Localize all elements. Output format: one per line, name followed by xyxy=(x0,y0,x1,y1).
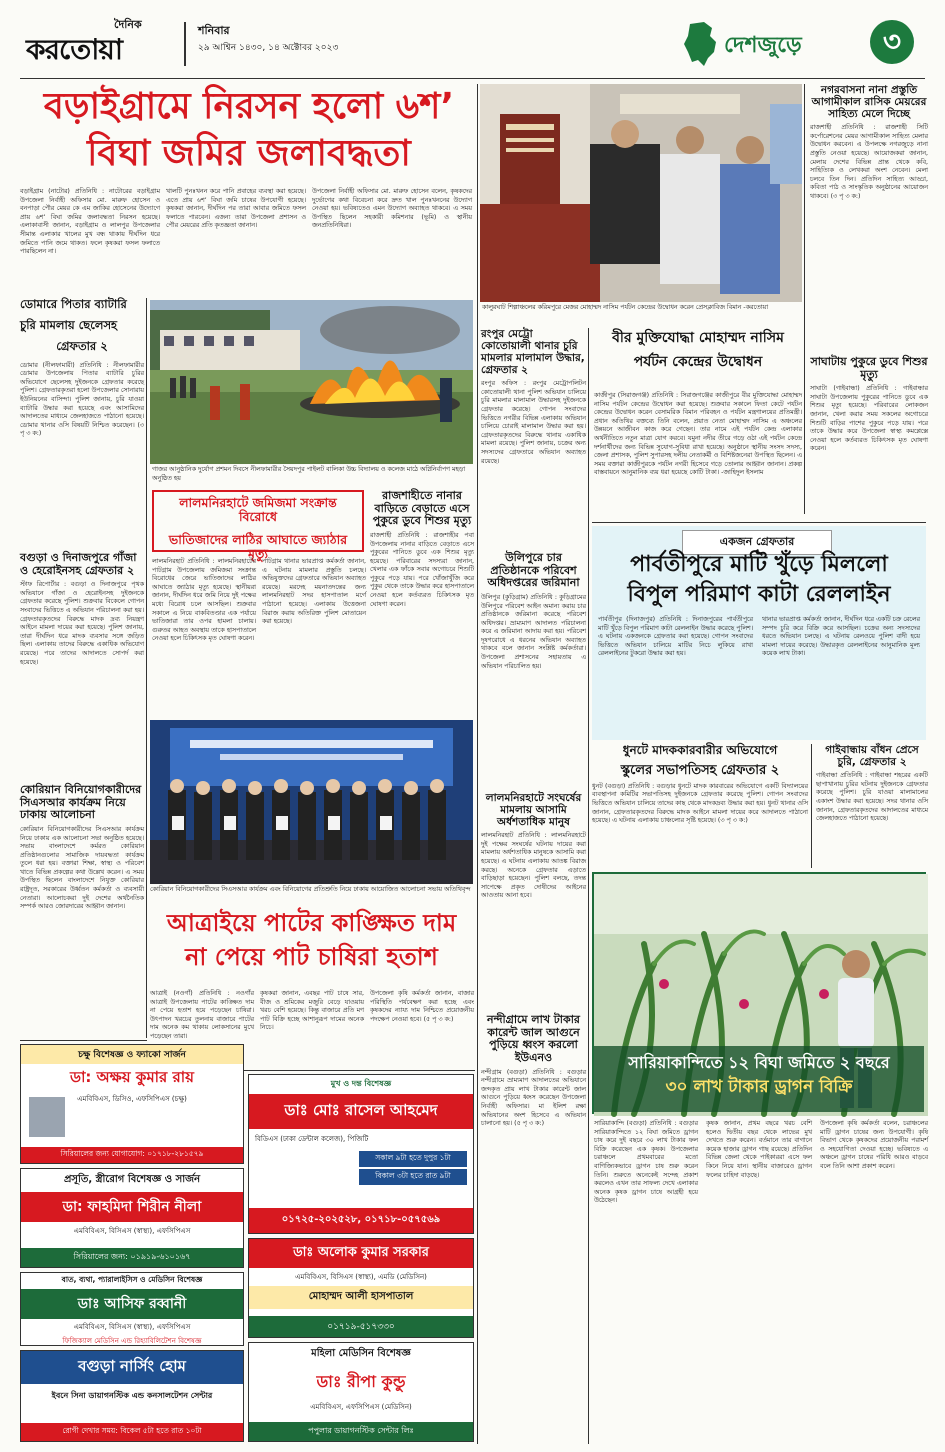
rashik-head: নগরবাসনা নানা প্রস্তুতি আগামীকাল রাসিক মেয়রের সাহিত্য মেলে দিচ্ছে xyxy=(811,84,927,121)
masthead-date: ২৯ আশ্বিন ১৪৩০, ১৪ অক্টোবর ২০২৩ xyxy=(198,43,339,53)
parbatipur-col1: পার্বতীপুর (দিনাজপুর) প্রতিনিধি : দিনাজপুরের পার্বতীপুরে মাটি খুঁড়ে বিপুল পরিমাণ কাটা রেললাইন উদ্ধার করেছে পুলিশ। এ ঘটনায় একজনকে গ্রেফতার করা হয়েছে। গোপন সংবাদের ভিত্তিতে অভিযান চালিয়ে মাটির নিচে লুকিয়ে রাখা রেললাইনের টুকরো উদ্ধার করা হয়। xyxy=(598,616,753,658)
ulipur-story xyxy=(481,552,586,788)
korea-story xyxy=(20,784,144,1038)
atrai-headline xyxy=(150,910,473,984)
masthead-divider xyxy=(184,22,186,66)
lead-headline-line1: বড়াইগ্রামে নিরসন হলো ৬শ’ xyxy=(43,86,455,127)
ad-eye-doctor: ডা: অক্ষয় কুমার রায় xyxy=(70,1068,194,1086)
col-rule-2 xyxy=(477,84,478,1444)
col-rule-5 xyxy=(811,744,812,868)
ad-medicine-doctor: ডাঃ আসিফ রব্বানী xyxy=(21,1289,243,1319)
lalmonirhat-land-head1: লালমনিরহাটে জমিজমা সংক্রান্ত বিরোধে xyxy=(179,495,337,525)
saghata-head: সাঘাটায় পুকুরে ডুবে শিশুর মৃত্যু xyxy=(810,355,928,381)
dragon-col2: কৃষক জানান, প্রথম বছরে খরচ বেশি হলেও দ্বিতীয় বছর থেকে লাভের মুখ দেখতে শুরু করেন। বর্তমানে তার বাগানে কয়েক হাজার ড্রাগন গাছ রয়েছে। প্রতিদিন বিভিন্ন জেলা থেকে পাইকাররা এসে ফল কিনে নিয়ে যান। স্থানীয় বাজারেও ড্রাগন ফলের চাহিদা বাড়ছে। xyxy=(706,1120,812,1179)
dhomar-body: ডোমার (নীলফামারী) প্রতিনিধি : নীলফামারীর ডোমার উপজেলায় পিতার ব্যাটারি চুরির অভিযোগে ছেলেসহ দুইজনকে গ্রেফতার করেছে পুলিশ। গ্রেফতারকৃতরা হলো উপজেলার সোনারায় ইউনিয়নের বাসিন্দা। পুলিশ জানায়, চুরি যাওয়া ব্যাটারি উদ্ধার করা হয়েছে এবং আসামিদের আদালতের মাধ্যমে জেলহাজতে পাঠানো হয়েছে। ডোমার থানার ওসি বিষয়টি নিশ্চিত করেছেন। (৩ পৃ ৩ ক:) xyxy=(20,361,144,438)
ad-dentist-time1: সকাল ৯টা হতে দুপুর ১টা xyxy=(359,1151,467,1167)
ad-medicine2-hospital: মোহাম্মদ আলী হাসপাতাল xyxy=(249,1286,473,1309)
ad-medicine-contact: ফিজিক্যাল মেডিসিন এন্ড রিহ্যাবিলিটেশন বিশেষজ্ঞ xyxy=(62,1337,202,1345)
korea-head: কোরিয়ান বিনিয়োগকারীদের সিএসআর কার্যক্রম নিয়ে ঢাকায় আলোচনা xyxy=(20,783,142,822)
ads-top-rule xyxy=(20,1040,147,1041)
lalmonirhat-land-headline-box xyxy=(152,490,364,562)
dhomar-story xyxy=(20,298,144,548)
ad-female-medicine xyxy=(248,1342,474,1442)
nandigram-body: নন্দীগ্রাম (বগুড়া) প্রতিনিধি : বগুড়ার নন্দীগ্রামে ভ্রাম্যমাণ আদালতের অভিযানে জব্দকৃত প্রায় লাখ টাকার কারেন্ট জাল আগুনে পুড়িয়ে ধ্বংস করেছেন উপজেলা নির্বাহী অফিসার। মা ইলিশ রক্ষা অভিযানের অংশ হিসেবে এ অভিযান চালানো হয়। (৫ পৃ ৩ ক:) xyxy=(481,1068,586,1128)
atrai-head2: না পেয়ে পাট চাষিরা হতাশ xyxy=(185,942,438,971)
col-rule-1 xyxy=(146,298,147,1038)
masthead xyxy=(0,0,945,80)
parbatipur-col2: থানার ভারপ্রাপ্ত কর্মকর্তা জানান, দীর্ঘদিন ধরে একটি চক্র রেলের সম্পদ চুরি করে বিক্রি করে আসছিল। চক্রের অন্য সদস্যদের ধরতে অভিযান চলছে। এ ঘটনায় রেলওয়ে পুলিশ বাদী হয়ে মামলা দায়ের করেছে। উদ্ধারকৃত রেললাইনের আনুমানিক মূল্য কয়েক লাখ টাকা। xyxy=(762,616,920,658)
dhomar-head3: গ্রেফতার ২ xyxy=(56,339,108,354)
ad-female-doctor: ডাঃ রীপা কুন্ডু xyxy=(316,1372,406,1391)
gaibandha-body: গাইবান্ধা প্রতিনিধি : গাইবান্ধা শহরের একটি ছাপাখানায় চুরির ঘটনায় দুইজনকে গ্রেফতার করেছে পুলিশ। চুরি যাওয়া মালামালের একাংশ উদ্ধার করা হয়েছে। সদর থানার ওসি জানান, গ্রেফতারকৃতদের আদালতের মাধ্যমে জেলহাজতে পাঠানো হয়েছে। xyxy=(816,772,928,823)
korea-body: কোরিয়ান বিনিয়োগকারীদের সিএসআর কার্যক্রম নিয়ে ঢাকায় এক আলোচনা সভা অনুষ্ঠিত হয়েছে। সভায় বাংলাদেশে কর্মরত কোরিয়ান প্রতিষ্ঠানগুলোর সামাজিক দায়বদ্ধতা কার্যক্রম তুলে ধরা হয়। বক্তারা শিক্ষা, স্বাস্থ্য ও পরিবেশ খাতে বিভিন্ন প্রকল্পের কথা উল্লেখ করেন। এ সময় উপস্থিত ছিলেন বাংলাদেশে নিযুক্ত কোরিয়ার রাষ্ট্রদূত, সরকারের উর্ধ্বতন কর্মকর্তা ও ব্যবসায়ী নেতারা। আলোচকরা দুই দেশের অর্থনৈতিক সম্পর্ক আরও জোরদারের আহ্বান জানান। xyxy=(20,825,144,911)
nasim-head2: পর্যটন কেন্দ্রের উদ্বোধন xyxy=(633,354,763,371)
dhunot-body: ধুনট (বগুড়া) প্রতিনিধি : বগুড়ার ধুনটে মাদক কারবারের অভিযোগে একটি বিদ্যালয়ের ব্যবস্থাপনা কমিটির সভাপতিসহ দুইজনকে গ্রেফতার করেছে পুলিশ। গোপন সংবাদের ভিত্তিতে অভিযান চালিয়ে তাদের কাছ থেকে মাদকদ্রব্য উদ্ধার করা হয়। ধুনট থানার ওসি জানান, গ্রেফতারকৃতদের বিরুদ্ধে মাদক আইনে মামলা দায়ের করে আদালতে পাঠানো হয়েছে। এ ঘটনায় এলাকায় চাঞ্চল্যের সৃষ্টি হয়েছে। (৩ পৃ ৩ ক:) xyxy=(592,782,808,825)
ad-dentist-phone: ০১৭২৫-২০২৫২৮, ০১৭১৮-০৫৭৫৬৯ xyxy=(249,1208,473,1233)
ad-medicine-detail: এমবিবিএস, বিসিএস (স্বাস্থ্য), এফসিপিএস xyxy=(73,1323,191,1331)
rangpur-head: রংপুর মেট্রো কোতোয়ালী থানার চুরি মামলার মালামাল উদ্ধার, গ্রেফতার ২ xyxy=(481,328,585,377)
bogura-body: স্টাফ রিপোর্টার : বগুড়া ও দিনাজপুরে পৃথক অভিযানে গাঁজা ও হেরোইনসহ দুইজনকে গ্রেফতার করেছে পুলিশ। শুক্রবার বিকেলে গোপন সংবাদের ভিত্তিতে এ অভিযান পরিচালনা করা হয়। গ্রেফতারকৃতদের বিরুদ্ধে মাদক দ্রব্য নিয়ন্ত্রণ আইনে মামলা দায়ের করা হয়েছে। পুলিশ জানায়, তারা দীর্ঘদিন ধরে মাদক ব্যবসার সঙ্গে জড়িত ছিল। এলাকায় তাদের বিরুদ্ধে একাধিক অভিযোগ রয়েছে। পরে তাদের আদালতে সোপর্দ করা হয়েছে। xyxy=(20,581,144,666)
ad-medicine2-doctor: ডাঃ অলোক কুমার সরকার xyxy=(249,1239,473,1268)
dragon-banner xyxy=(594,1046,924,1112)
ad-dentist-title: মুখ ও দন্ত বিশেষজ্ঞ xyxy=(330,1079,392,1088)
ad-medicine-title: বাত, ব্যথা, প্যারালাইসিস ও মেডিসিন বিশেষজ্ঞ xyxy=(61,1275,203,1284)
dragon-col1: সারিয়াকান্দি (বগুড়া) প্রতিনিধি : বগুড়ার সারিয়াকান্দিতে ১২ বিঘা জমিতে ড্রাগন চাষ করে দুই বছরে ৩০ লাখ টাকার ফল বিক্রি করেছেন এক কৃষক। উপজেলার চরাঞ্চলে প্রথমবারের মতো বাণিজ্যিকভাবে ড্রাগন চাষ শুরু করেন তিনি। শুরুতে অনেকেই সন্দেহ প্রকাশ করলেও এখন তার সাফল্য দেখে এলাকার অনেক কৃষক ড্রাগন চাষে আগ্রহী হয়ে উঠেছেন। xyxy=(594,1120,698,1205)
ad-nursing-line2: ইবনে সিনা ডায়াগনস্টিক এন্ড কনসালটেশন সেন্টার xyxy=(51,1391,213,1400)
korea-event-image xyxy=(150,720,473,884)
ad-dentist-detail: বিডিএস (ঢাকা ডেন্টাল কলেজ), পিজিটি xyxy=(255,1135,369,1143)
lead-body-col3: উপজেলা নির্বাহী অফিসার মো. মারুফ হোসেন বলেন, কৃষকদের দুর্ভোগের কথা বিবেচনা করে দ্রুত খাল পুনঃখননের উদ্যোগ নেওয়া হয়। ভবিষ্যতেও এমন উদ্যোগ অব্যাহত থাকবে। এ সময় উপস্থিত ছিলেন সহকারী কমিশনার (ভূমি) ও স্থানীয় জনপ্রতিনিধিরা। xyxy=(312,188,472,230)
ad-female-contact: পপুলার ডায়াগনস্টিক সেন্টার লিঃ xyxy=(249,1422,473,1441)
masthead-day: শনিবার xyxy=(198,24,230,37)
ad-medicine2-detail: এমবিবিএস, বিসিএস (স্বাস্থ্য), এমডি (মেডিসিন) xyxy=(295,1273,427,1281)
dragon-fruit-photo xyxy=(592,872,926,1114)
dhunot-head2: স্কুলের সভাপতিসহ গ্রেফতার ২ xyxy=(620,762,780,778)
section-badge xyxy=(684,18,922,70)
parbatipur-story-box xyxy=(592,526,926,740)
ad-dentist-time2: বিকাল ৩টা হতে রাত ৯টা xyxy=(359,1169,467,1185)
fire-drill-photo xyxy=(150,300,473,464)
rashik-body: রাজশাহী প্রতিনিধি : রাজশাহী সিটি কর্পোরেশনের মেয়র আগামীকাল সাহিত্য মেলার উদ্বোধন করবেন। এ উপলক্ষে নগরজুড়ে নানা প্রস্তুতি নেওয়া হয়েছে। আয়োজকরা জানান, মেলায় দেশের বিভিন্ন প্রান্ত থেকে কবি, সাহিত্যিক ও লেখকরা অংশ নেবেন। মেলা চলবে তিন দিন। প্রতিদিন সাহিত্য আড্ডা, কবিতা পাঠ ও সাংস্কৃতিক অনুষ্ঠানের আয়োজন থাকবে। (৩ পৃ ৩ ক:) xyxy=(810,124,928,200)
ad-eye-title: চক্ষু বিশেষজ্ঞ ও ফ্যাকো সার্জন xyxy=(21,1045,243,1064)
ad-nursing-contact: রোগী দেখার সময়: বিকেল ৫টা হতে রাত ১০টা xyxy=(21,1423,243,1441)
rajshahi-head: রাজশাহীতে নানার বাড়িতে বেড়াতে এসে পুকুরে ডুবে শিশুর মৃত্যু xyxy=(372,489,472,528)
logo-main-text: করতোয়া xyxy=(26,33,122,66)
ad-gyn-contact: সিরিয়ালের জন্য: ০১৯১৯-৬১০১৬৭ xyxy=(21,1248,243,1267)
korea-event-caption: কোরিয়ান বিনিয়োগকারীদের সিএসআর কার্যক্রম এবং বিনিয়োগের প্রতিশ্রুতি নিয়ে ঢাকায় আয়োজিত আলোচনা সভায় অতিথিবৃন্দ xyxy=(150,886,471,893)
ad-medicine-2 xyxy=(248,1238,474,1338)
ad-eye-specialist xyxy=(20,1044,244,1164)
ad-dentist xyxy=(248,1074,474,1234)
inauguration-image xyxy=(480,84,802,302)
inauguration-caption: কালুরঘাট শিল্পাঞ্চলের করিমপুরে মেজর মোহাম্মদ নাসিম পর্যটন কেন্দ্রের উদ্বোধন করেন প্রেসক্লাবিজ বিমান -করতোয়া xyxy=(482,304,769,311)
nandigram-head: নন্দীগ্রামে লাখ টাকার কারেন্ট জাল আগুনে পুড়িয়ে ধ্বংস করলো ইউএনও xyxy=(487,1013,580,1064)
fire-drill-image xyxy=(150,300,473,464)
lal-case-head: লালমনিরহাটে সংঘর্ষের মামলায় আসামি অর্ধশতাধিক মানুষ xyxy=(485,792,582,829)
atrai-col2: কৃষকরা জানান, এবছর পাট চাষে সার, বীজ ও শ্রমিকের মজুরি বেড়ে যাওয়ায় খরচ বেশি হয়েছে। কিন্তু বাজারে প্রতি মণ পাট বিক্রি হচ্ছে আশানুরূপ দামের অনেক নিচে। xyxy=(260,990,364,1032)
ad-medicine xyxy=(20,1272,244,1346)
ad-nursing-title: বগুড়া নার্সিং হোম xyxy=(21,1351,243,1384)
ad-gyn-detail: এমবিবিএস, বিসিএস (স্বাস্থ্য), এফসিপিএস xyxy=(73,1227,191,1235)
ad-gyn-doctor: ডা: ফাহমিদা শিরীন নীলা xyxy=(21,1192,243,1222)
ad-gynecologist xyxy=(20,1168,244,1268)
inauguration-photo xyxy=(480,84,802,302)
ad-dentist-doctor: ডাঃ মোঃ রাসেল আহমেদ xyxy=(249,1094,473,1129)
rajshahi-story xyxy=(370,490,474,716)
rangpur-body: রংপুর অফিস : রংপুর মেট্রোপলিটন কোতোয়ালী থানা পুলিশ অভিযান চালিয়ে চুরি মামলার মালামাল উদ্ধারসহ দুইজনকে গ্রেফতার করেছে। গোপন সংবাদের ভিত্তিতে নগরীর বিভিন্ন এলাকায় অভিযান চালিয়ে চোরাই মালামাল উদ্ধার করা হয়। গ্রেফতারকৃতদের বিরুদ্ধে থানায় একাধিক মামলা রয়েছে। পুলিশ জানায়, চক্রের অন্য সদস্যদের গ্রেফতারে অভিযান অব্যাহত রয়েছে। xyxy=(481,380,586,465)
dhomar-head1: ডোমারে পিতার ব্যাটারি xyxy=(20,297,127,311)
parbatipur-head1: পার্বতীপুরে মাটি খুঁড়ে মিললো xyxy=(630,552,888,577)
dragon-banner-line1: সারিয়াকান্দিতে ১২ বিঘা জমিতে ২ বছরে xyxy=(628,1053,890,1072)
lead-body-col1: বড়াইগ্রাম (নাটোর) প্রতিনিধি : নাটোরের বড়াইগ্রাম উপজেলা নির্বাহী অফিসার মো. মারুফ হোসেন ও বনপাড়া পৌর মেয়র কে এম জাকির হোসেনের উদ্যোগে প্রায় ৬শ’ বিঘা জমির জলাবদ্ধতা নিরসন হয়েছে। এলাকাবাসী জানান, বড়াইগ্রাম ও লালপুর উপজেলার সীমান্ত এলাকার খালের মুখ বন্ধ থাকায় দীর্ঘদিন ধরে জমিতে পানি জমে থাকত। ফলে কৃষকরা ফসল ফলাতে পারছিলেন না। xyxy=(20,188,160,256)
lalmonirhat-land-col2: পাটগ্রাম থানার ভারপ্রাপ্ত কর্মকর্তা জানান, এ ঘটনায় মামলার প্রস্তুতি চলছে। অভিযুক্তদের গ্রেফতারে অভিযান অব্যাহত রয়েছে। মরদেহ ময়নাতদন্তের জন্য লালমনিরহাট সদর হাসপাতাল মর্গে পাঠানো হয়েছে। এলাকায় উত্তেজনা বিরাজ করায় অতিরিক্ত পুলিশ মোতায়েন করা হয়েছে। xyxy=(262,558,366,626)
korea-event-photo xyxy=(150,720,473,884)
parbatipur-top-rule xyxy=(592,522,926,523)
saghata-body: সাঘাটা (গাইবান্ধা) প্রতিনিধি : গাইবান্ধার সাঘাটা উপজেলায় পুকুরের পানিতে ডুবে এক শিশুর মৃত্যু হয়েছে। পরিবারের লোকজন জানান, খেলা করার সময় সকলের অগোচরে শিশুটি বাড়ির পাশের পুকুরে পড়ে যায়। পরে তাকে উদ্ধার করে উপজেলা স্বাস্থ্য কমপ্লেক্সে নেওয়া হলে কর্তব্যরত চিকিৎসক মৃত ঘোষণা করেন। xyxy=(810,385,928,453)
lead-headline xyxy=(28,86,470,184)
dhunot-head1: ধুনটে মাদককারবারীর অভিযোগে xyxy=(622,743,778,757)
ulipur-head: উলিপুরে চার প্রতিষ্ঠানকে পরিবেশ অধিদপ্তরের জরিমানা xyxy=(487,551,580,590)
ad-gyn-title: প্রসূতি, স্ত্রীরোগ বিশেষজ্ঞ ও সার্জন xyxy=(63,1174,201,1185)
ad-eye-detail: এমবিবিএস, ডিসিও, এফসিপিএস (চক্ষু) xyxy=(77,1095,187,1103)
saghata-story xyxy=(810,356,928,518)
parbatipur-head2: বিপুল পরিমাণ কাটা রেললাইন xyxy=(627,582,891,607)
ulipur-body: উলিপুর (কুড়িগ্রাম) প্রতিনিধি : কুড়িগ্রামের উলিপুরে পরিবেশ আইন অমান্য করায় চার প্রতিষ্ঠানকে জরিমানা করেছে পরিবেশ অধিদপ্তর। ভ্রাম্যমাণ আদালত পরিচালনা করে এ জরিমানা আদায় করা হয়। পরিবেশ দূষণরোধে এ ধরনের অভিযান অব্যাহত থাকবে বলে জানান সংশ্লিষ্ট কর্মকর্তারা। উপজেলা প্রশাসনের সহায়তায় এ অভিযান পরিচালিত হয়। xyxy=(481,593,586,670)
atrai-head1: আত্রাইয়ে পাটের কাঙ্ক্ষিত দাম xyxy=(166,909,457,937)
rashik-story xyxy=(810,84,928,354)
ad-female-detail: এমবিবিএস, এফসিপিএস (মেডিসিন) xyxy=(310,1403,412,1411)
bangladesh-map-icon xyxy=(684,22,718,66)
lead-body-col2: খালটি পুনঃখনন করে পানি প্রবাহের ব্যবস্থা করা হয়েছে। এতে প্রায় ৬শ’ বিঘা জমি চাষের উপযোগী হয়েছে। কৃষকরা জানান, দীর্ঘদিন পর তারা আবার জমিতে ফসল ফলাতে পারবেন। এজন্য তারা উপজেলা প্রশাসন ও পৌর মেয়রের প্রতি কৃতজ্ঞতা জানান। xyxy=(166,188,306,230)
fire-drill-caption: গাজর আনুষ্ঠানিক দুর্যোগ প্রশমন দিবসে নীলফামারীর সৈয়দপুর পাইলট বালিকা উচ্চ বিদ্যালয় ও কলেজ মাঠে অগ্নিনির্বাপণ মহড়া অনুষ্ঠিত হয় xyxy=(152,466,466,482)
nasim-body: কাজীপুর (সিরাজগঞ্জ) প্রতিনিধি : সিরাজগঞ্জের কাজীপুরে বীর মুক্তিযোদ্ধা মোহাম্মদ নাসিম পর্যটন কেন্দ্রের উদ্বোধন করা হয়েছে। শুক্রবার সকালে ফিতা কেটে পর্যটন কেন্দ্রের উদ্বোধন করেন বেসামরিক বিমান পরিবহন ও পর্যটন মন্ত্রণালয়ের প্রতিমন্ত্রী। প্রধান অতিথির বক্তব্যে তিনি বলেন, প্রয়াত নেতা মোহাম্মদ নাসিম এ অঞ্চলের উন্নয়নে আজীবন কাজ করে গেছেন। তার নামে এই পর্যটন কেন্দ্র এলাকার অর্থনীতিতে নতুন মাত্রা যোগ করবে। যমুনা নদীর তীরে গড়ে ওঠা এই পর্যটন কেন্দ্রে দর্শনার্থীদের জন্য বিভিন্ন সুযোগ-সুবিধা রাখা হয়েছে। অনুষ্ঠানে স্থানীয় সংসদ সদস্য, জেলা প্রশাসক, পুলিশ সুপারসহ দলীয় নেতাকর্মী ও বিশিষ্টজনেরা উপস্থিত ছিলেন। এ সময় বক্তারা কাজীপুরকে পর্যটন নগরী হিসেবে গড়ে তোলার আহ্বান জানান। প্রকল্প বাস্তবায়নে আনুমানিক ব্যয় ধরা হয়েছে কোটি টাকা। -জাহিদুল ইসলাম xyxy=(594,392,802,477)
atrai-col3: উপজেলা কৃষি কর্মকর্তা জানান, বাজার পরিস্থিতি পর্যবেক্ষণ করা হচ্ছে এবং কৃষকদের ন্যায্য দাম নিশ্চিতে প্রয়োজনীয় পদক্ষেপ নেওয়া হবে। (৫ পৃ ৩ ক:) xyxy=(370,990,474,1023)
bogura-head: বগুড়া ও দিনাজপুরে গাঁজা ও হেরোইনসহ গ্রেফতার ২ xyxy=(20,551,137,577)
gaibandha-head: গাইবান্ধায় বাঁধন প্রেসে চুরি, গ্রেফতার ২ xyxy=(825,744,919,769)
parbatipur-kicker: একজন গ্রেফতার xyxy=(682,530,832,555)
lalmonirhat-case-story xyxy=(481,792,586,1010)
page-number: ৩ xyxy=(870,20,914,64)
lalmonirhat-land-col1: লালমনিরহাট প্রতিনিধি : লালমনিরহাটের পাটগ্রাম উপজেলায় জমিজমা সংক্রান্ত বিরোধের জেরে ভাতিজাদের লাঠির আঘাতে জ্যাঠার মৃত্যু হয়েছে। স্থানীয়রা জানান, দীর্ঘদিন ধরে জমি নিয়ে দুই পক্ষের মধ্যে বিরোধ চলে আসছিল। শুক্রবার সকালে এ নিয়ে বাকবিতণ্ডার এক পর্যায়ে ভাতিজারা তার ওপর হামলা চালায়। গুরুতর আহত অবস্থায় তাকে হাসপাতালে নেওয়া হলে চিকিৎসক মৃত ঘোষণা করেন। xyxy=(152,558,256,643)
lalmonirhat-land-head2: ভাতিজাদের লাঠির আঘাতে জ্যাঠার মৃত্যু xyxy=(168,531,348,562)
nasim-head1: বীর মুক্তিযোদ্ধা মোহাম্মদ নাসিম xyxy=(612,330,784,346)
bogura-story xyxy=(20,552,144,780)
col-rule-4 xyxy=(588,328,589,1444)
rangpur-story xyxy=(481,328,586,548)
ad-medicine2-phone: ০১৭১৯-৫১৭৩৩০ xyxy=(249,1316,473,1337)
dhomar-head2: চুরি মামলায় ছেলেসহ xyxy=(20,318,118,333)
rajshahi-body: রাজশাহী প্রতিনিধি : রাজশাহীর পবা উপজেলায় নানার বাড়িতে বেড়াতে এসে পুকুরের পানিতে ডুবে এক শিশুর মৃত্যু হয়েছে। পরিবারের সদস্যরা জানান, খেলার এক ফাঁকে সবার অগোচরে শিশুটি পুকুরে পড়ে যায়। পরে খোঁজাখুঁজি করে পুকুর থেকে তাকে উদ্ধার করে হাসপাতালে নেওয়া হলে কর্তব্যরত চিকিৎসক মৃত ঘোষণা করেন। xyxy=(370,531,474,608)
logo xyxy=(26,16,178,64)
logo-small-text: দৈনিক xyxy=(114,18,142,31)
atrai-col1: আত্রাই (নওগাঁ) প্রতিনিধি : নওগাঁর আত্রাই উপজেলায় পাটের কাঙ্ক্ষিত দাম না পেয়ে হতাশ হয়ে পড়েছেন চাষিরা। উৎপাদন খরচের তুলনায় বাজারে পাটের দাম অনেক কম থাকায় লোকসানের মুখে পড়েছেন তারা। xyxy=(150,990,254,1040)
ad-eye-contact: সিরিয়ালের জন্য যোগাযোগ: ০১৭১৮-২৮১৫৭৯ xyxy=(21,1147,243,1163)
dragon-col3: উপজেলা কৃষি কর্মকর্তা বলেন, চরাঞ্চলের মাটি ড্রাগন চাষের জন্য উপযোগী। কৃষি বিভাগ থেকে কৃষকদের প্রয়োজনীয় পরামর্শ ও সহযোগিতা দেওয়া হচ্ছে। ভবিষ্যতে এ অঞ্চলে ড্রাগন চাষের পরিধি আরও বাড়বে বলে তিনি আশা প্রকাশ করেন। xyxy=(820,1120,928,1170)
lead-headline-line2: বিঘা জমির জলাবদ্ধতা xyxy=(87,133,411,175)
dragon-banner-line2: ৩০ লাখ টাকার ড্রাগন বিক্রি xyxy=(665,1077,853,1098)
ad-eye-photo xyxy=(29,1097,65,1137)
nasim-headline xyxy=(594,330,802,388)
ad-nursing-home xyxy=(20,1350,244,1442)
ad-female-title: মহিলা মেডিসিন বিশেষজ্ঞ xyxy=(311,1348,411,1359)
dhunot-story xyxy=(592,744,808,868)
col-rule-3 xyxy=(804,84,805,514)
section-name: দেশজুড়ে xyxy=(724,33,802,58)
nandigram-story xyxy=(481,1014,586,1444)
masthead-bottom-rule xyxy=(20,78,925,79)
gaibandha-story xyxy=(816,744,928,868)
lal-case-body: লালমনিরহাট প্রতিনিধি : লালমনিরহাটে দুই পক্ষের সংঘর্ষের ঘটনায় দায়ের করা মামলায় অর্ধশতাধিক মানুষকে আসামি করা হয়েছে। এ ঘটনায় এলাকায় আতঙ্ক বিরাজ করছে। অনেকে গ্রেফতার এড়াতে বাড়িছাড়া হয়েছেন। পুলিশ বলছে, তদন্ত সাপেক্ষে প্রকৃত দোষীদের আইনের আওতায় আনা হবে। xyxy=(481,832,586,900)
